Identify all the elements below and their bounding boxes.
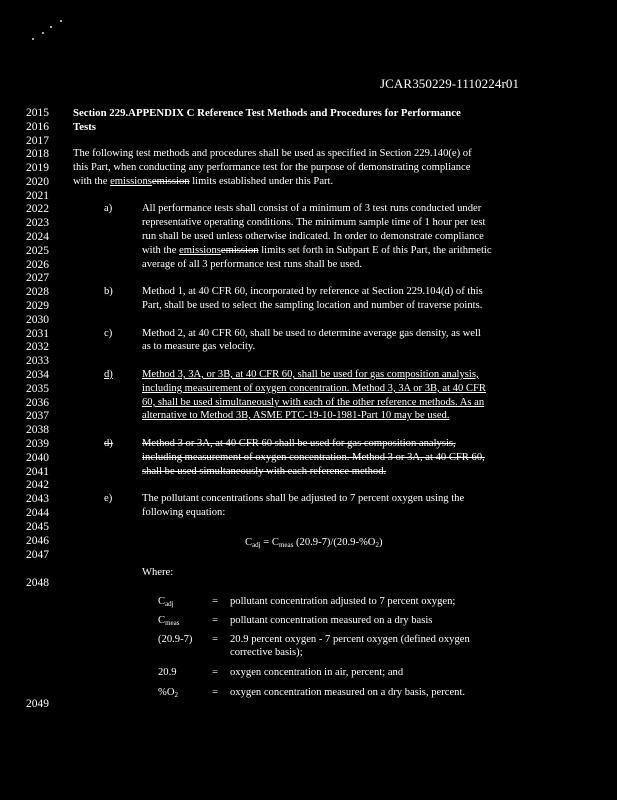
line-number: 2033 xyxy=(26,355,49,367)
line-number: 2029 xyxy=(26,300,49,312)
line-number: 2036 xyxy=(26,397,49,409)
line-number: 2018 xyxy=(26,148,49,160)
definition-symbol: $C_{meas}$ xyxy=(158,615,180,627)
oxygen-adjustment-equation: $C_{adj} = C_{meas}$ $(20.9-7)/(20.9-\%O_2)$ xyxy=(245,537,383,549)
line-number: 2037 xyxy=(26,410,49,422)
intro-line-1: The following test methods and procedures shall be used as specified in Section 229.140(e) of xyxy=(73,148,472,159)
item-a-line-5: average of all 3 performance test runs shall be used. xyxy=(142,259,363,270)
definition-equals: = xyxy=(212,634,218,645)
line-number: 2032 xyxy=(26,341,49,353)
definition-equals: = xyxy=(212,596,218,607)
item-c-line-1: Method 2, at 40 CFR 60, shall be used to determine average gas density, as well xyxy=(142,328,481,339)
line-number: 2048 xyxy=(26,577,49,589)
line-number: 2034 xyxy=(26,369,49,381)
item-a-line-1: All performance tests shall consist of a minimum of 3 test runs conducted under xyxy=(142,203,482,214)
document-id: JCAR350229-1110224r01 xyxy=(380,76,520,91)
definition-equals: = xyxy=(212,687,218,698)
definition-text: pollutant concentration adjusted to 7 percent oxygen; xyxy=(230,596,456,607)
line-number: 2026 xyxy=(26,259,49,271)
item-d-old-marker: d) xyxy=(104,438,113,449)
line-number: 2049 xyxy=(26,698,49,710)
line-number: 2019 xyxy=(26,162,49,174)
item-a-marker: a) xyxy=(104,203,113,214)
line-number: 2039 xyxy=(26,438,49,450)
item-b-line-2: Part, shall be used to select the sampling location and number of traverse points. xyxy=(142,300,483,311)
item-b-marker: b) xyxy=(104,286,113,297)
definition-text: oxygen concentration in air, percent; and xyxy=(230,667,404,678)
item-b-line-1: Method 1, at 40 CFR 60, incorporated by reference at Section 229.104(d) of this xyxy=(142,286,483,297)
item-e-marker: e) xyxy=(104,493,113,504)
intro-line-2: this Part, when conducting any performance test for the purpose of demonstrating compliance xyxy=(73,162,471,173)
definition-symbol: 20.9 xyxy=(158,667,177,678)
item-d-new-line-4: alternative to Method 3B, ASME PTC-19-10-1981-Part 10 may be used. xyxy=(142,410,450,421)
definition-text: pollutant concentration measured on a dry basis xyxy=(230,615,433,626)
definition-symbol: (20.9-7) xyxy=(158,634,193,645)
item-d-old-line-1: Method 3 or 3A, at 40 CFR 60 shall be used for gas composition analysis, xyxy=(142,438,456,449)
definition-text: 20.9 percent oxygen - 7 percent oxygen (defined oxygen xyxy=(230,634,470,645)
line-number: 2046 xyxy=(26,535,49,547)
item-c-line-2: as to measure gas velocity. xyxy=(142,341,256,352)
section-heading-line-1: Section 229.APPENDIX C Reference Test Methods and Procedures for Performance xyxy=(73,107,461,119)
line-number: 2025 xyxy=(26,245,49,257)
item-a-line-2: representative operating conditions. The minimum sample time of 1 hour per test xyxy=(142,217,486,228)
deleted-text: emission xyxy=(220,245,259,256)
definition-symbol: $C_{adj}$ xyxy=(158,596,174,608)
item-d-old-line-2: including measurement of oxygen concentration. Method 3 or 3A, at 40 CFR 60, xyxy=(142,452,485,463)
section-heading-line-2: Tests xyxy=(73,121,97,133)
definition-equals: = xyxy=(212,615,218,626)
line-number: 2022 xyxy=(26,203,49,215)
definition-text-continued: corrective basis); xyxy=(230,647,303,658)
deleted-text: emission xyxy=(151,176,190,187)
item-d-new-marker: d) xyxy=(104,369,113,380)
line-number: 2023 xyxy=(26,217,49,229)
line-number: 2043 xyxy=(26,493,49,505)
line-number: 2040 xyxy=(26,452,49,464)
line-number: 2015 xyxy=(26,107,49,119)
item-c-marker: c) xyxy=(104,328,113,339)
definition-symbol: $\%O_2$ xyxy=(158,687,178,699)
line-number: 2020 xyxy=(26,176,49,188)
item-a-line-3: run shall be used unless otherwise indicated. In order to demonstrate compliance xyxy=(142,231,484,242)
line-number: 2031 xyxy=(26,328,49,340)
line-number: 2028 xyxy=(26,286,49,298)
line-number: 2047 xyxy=(26,549,49,561)
definition-equals: = xyxy=(212,667,218,678)
where-label: Where: xyxy=(142,567,174,578)
item-a-line-4: with the emissionsemission limits set forth in Subpart E of this Part, the arithmetic xyxy=(142,245,492,256)
line-number: 2016 xyxy=(26,121,49,133)
definition-text: oxygen concentration measured on a dry basis, percent. xyxy=(230,687,466,698)
line-number: 2021 xyxy=(26,190,49,202)
line-number: 2035 xyxy=(26,383,49,395)
line-number: 2024 xyxy=(26,231,49,243)
inserted-text: emissions xyxy=(179,245,221,256)
line-number: 2045 xyxy=(26,521,49,533)
line-number: 2030 xyxy=(26,314,49,326)
item-d-new-line-2: including measurement of oxygen concentration. Method 3, 3A or 3B, at 40 CFR xyxy=(142,383,486,394)
inserted-text: emissions xyxy=(110,176,152,187)
item-d-old-line-3: shall be used simultaneously with each reference method. xyxy=(142,466,387,477)
item-e-line-1: The pollutant concentrations shall be adjusted to 7 percent oxygen using the xyxy=(142,493,465,504)
line-number: 2017 xyxy=(26,135,49,147)
item-d-new-line-3: 60, shall be used simultaneously with each of the other reference methods. As an xyxy=(142,397,485,408)
item-e-line-2: following equation: xyxy=(142,507,226,518)
line-number: 2038 xyxy=(26,424,49,436)
item-d-new-line-1: Method 3, 3A, or 3B, at 40 CFR 60, shall be used for gas composition analysis, xyxy=(142,369,479,380)
line-number: 2044 xyxy=(26,507,49,519)
intro-line-3: with the emissionsemission limits established under this Part. xyxy=(73,176,334,187)
line-number: 2042 xyxy=(26,479,49,491)
scan-specks xyxy=(28,16,88,56)
line-number: 2041 xyxy=(26,466,49,478)
line-number: 2027 xyxy=(26,272,49,284)
